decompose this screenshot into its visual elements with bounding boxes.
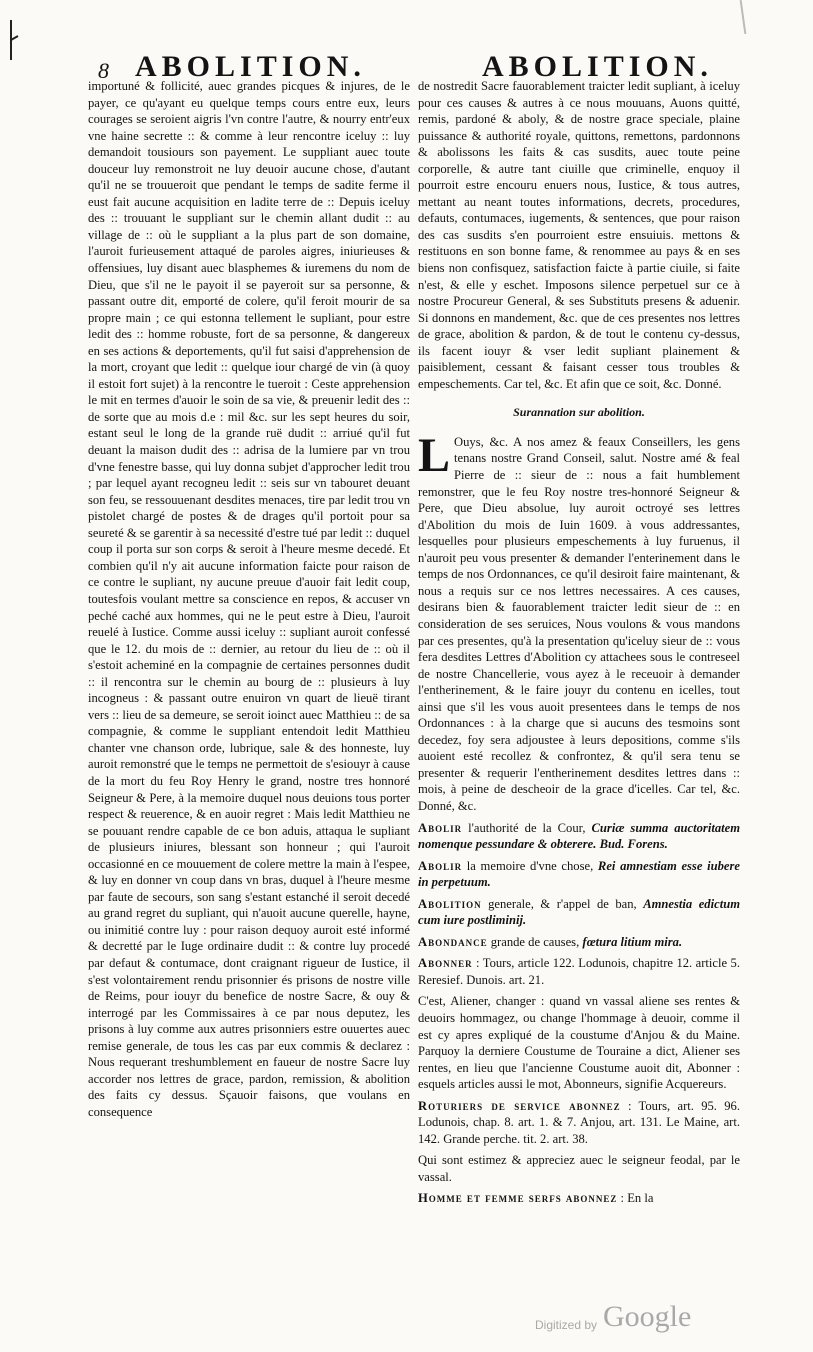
entry-latin-gloss: Curiæ summa auctoritatem nomenque pessundare & obterere. Bud. Forens. [418,820,740,852]
dictionary-entry [418,1098,740,1148]
entry-body: generale, & r'appel de ban, [481,896,644,911]
entry-headword: Abonner [418,956,473,971]
dictionary-entry [418,993,740,1092]
entry-body: Qui sont estimez & appreciez auec le seigneur feodal, par le vassal. [418,1153,740,1184]
entry-body: C'est, Aliener, changer : quand vn vassal aliene ses rentes & deuoirs hommagez, ou change l'hommage à deuoir, comme il est cy apres expliqué de la coustume d'Anjou & du Maine. Parquoy la derniere Coustume de Touraine a dict, Aliener ses rentes, en lieu que l'ancienne Coustume auoit dit, Abonner : esquels articles aussi le mot, Abonneurs, signifie Acquereurs. [418,994,740,1092]
section-subheading: Surannation sur abolition. [513,405,645,420]
dictionary-entry [418,1152,740,1185]
entry-body: grande de causes, [487,934,583,949]
entry-headword: Homme et femme serfs abonnez [418,1191,618,1206]
entry-latin-gloss: Rei amnestiam esse iubere in perpetuum. [418,858,740,890]
right-column [418,78,740,1207]
left-column-text: importuné & follicité, auec grandes picques & injures, de le payer, ce qu'ayant eu quelque temps cours entre eux, leurs courages se seroient aigris l'vn contre l'autre, & nourry entr'eux vne haine secrette :: & comme à leur rencontre iceluy :: luy demandoit tousiours son payement. Le suppliant auec toute douceur luy remonstroit ne luy deuoir aucune chose, d'autant qu'il ne se trouueroit que pendant le temps de sadite ferme il eust fait aucune acquisition en ladite terre de :: Depuis iceluy des :: trouuant le suppliant sur le chemin allant dudit :: au village de :: où le suppliant a la plus part de son domaine, l'auroit furieusement attaqué de paroles aigres, iniurieuses & offensiues, luy disant auec blasphemes & iuremens du nom de Dieu, que s'il ne le payoit il se payeroit sur sa personne, & passant outre dit, emporté de colere, qu'il feroit mourir de sa propre main ; ce qui estonna tellement le supliant, pour estre ledit des :: homme robuste, fort de sa personne, & dangereux en ses actions & deportements, qu'il fut saisi d'apprehension de la mort, croyant que ledit :: quelque iour chargé de vin (à quoy il estoit fort sujet) à la rencontre le tueroit : Ceste apprehension le mit en termes d'auoir le soin de sa vie, & preuenir ledit des :: de sorte que au mois d.e : mil &c. sur les sept heures du soir, estant seul le long de la grande ruë dudit :: arriué qu'il fut deuant la maison dudit des :: adrisa de la lumiere par vn trou d'vne fenestre basse, qui luy donna subjet d'approcher ledit trou ; par lequel ayant recogneu ledit :: seis sur vn tabouret deuant son feu, se ressouuenant desdites menaces, tire par ledit trou vn pistolet chargé de postes & de drages qu'il portoit pour sa seureté & se garentir à sa necessité d'estre tué par ledit :: duquel coup il porta sur son corps & seroit à l'heure mesme decedé. Et combien qu'il n'y ait aucune information faicte pour raison de ce contre le supliant, ny aucune preuue d'auoir fait ledit coup, toutesfois voulant mettre sa conscience en repos, & accuser vn peché caché aux hommes, qui ne le peut estre à Dieu, l'auroit reuelé à Iustice. Comme aussi iceluy :: supliant auroit confessé que le 12. du mois de :: dernier, au retour du lieu de :: où il s'estoit acheminé en la compagnie de certaines personnes dudit :: il rencontra sur le chemin au bourg de :: plusieurs à luy incogneus : & passant outre enuiron vn quart de lieuë tirant vers :: lieu de sa demeure, se seroit ioinct auec Matthieu :: de sa compagnie, & comme le suppliant entendoit ledit Matthieu chanter vne chanson orde, lubrique, sale & des honneste, luy auroit remonstré que le temps ne permettoit de s'esiouyr à cause de la mort du feu Roy Henry le grand, nostre tres honnoré Seigneur & Pere, à la memoire duquel nous deuions tous porter respect & reuerence, & en auoir regret : Mais ledit Matthieu ne se pouuant rendre capable de ce bon aduis, attaqua le supliant de plusieurs iniures, blessant son honneur ; qui l'auroit occasionné en ce mouuement de colere mettre la main à l'espee, & luy en donner vn coup dans vn bras, duquel à l'heure mesme par faute de secours, son sang s'estant estanché il seroit decedé au grand regret du supliant, qui n'auoit aucune querelle, hayne, ou inimitié contre luy : pour raison dequoy auroit esté informé & decretté par le Iuge ordinaire dudit :: & contre luy procedé par defaut & contumace, dont craignant rigueur de Iustice, il s'est volontairement rendu prisonnier és prisons de nostre ville de Reims, pour iouyr du benefice de nostre Sacre, & ouy & interrogé par les Commissaires à ce par nous deputez, les prisons à luy comme aux autres prisonniers estre ouuertes auec remise generale, de tous les cas par eux commis & declarez : Nous requerant treshumblement en faueur de nostre Sacre luy accorder nos lettres de grace, pardon, remission, & abolition des faits cy dessus. Sçauoir faisons, que voulans en consequence [88,79,410,1119]
entry-headword: Roturiers de service abonnez [418,1098,621,1113]
right-column-para-1: de nostredit Sacre fauorablement traicter ledit supliant, à iceluy pour ces causes & autres à ce nous mouuans, Auons quitté, remis, pardoné & aboly, & de nostre grace speciale, plaine puissance & authorité royale, quittons, remettons, pardonnons & abolissons les faits & cas susdits, auec toute peine corporelle, & autre tant ciuille que criminelle, enquoy il pourroit estre encouru enuers nous, Iustice, & tous autres, mettant au neant toutes informations, decrets, procedures, defauts, contumaces, iugements, & sentences, que pour raison des cas susdits s'en pourroient estre ensuiuis. mettons & restituons en son bonne fame, & renommee au pays & en ses biens non confisquez, satisfaction faicte à partie ciuile, si faite n'est, & elle y eschet. Imposons silence perpetuel sur ce à nostre Procureur General, & ses Substituts presens & aduenir. Si donnons en mandement, &c. que de ces presentes nos lettres de grace, abolition & pardon, & de tout le contenu cy-dessus, ils facent iouyr & vser ledit supliant plainement & paisiblement, cessant & faisant cesser tous troubles & empeschements. Car tel, &c. Et afin que ce soit, &c. Donné. [418,79,740,391]
page-number: 8 [98,58,109,83]
entry-body: : En la [617,1191,654,1206]
dictionary-entry [418,955,740,988]
entry-headword: Abolition [418,896,482,911]
entry-latin-gloss: Amnestia edictum cum iure postliminij. [418,896,740,928]
running-head-left: ABOLITION. [135,50,366,83]
dictionary-entry [418,820,740,853]
dictionary-entry [418,858,740,891]
entry-headword: Abolir [418,858,463,873]
watermark-small-text: Digitized by [535,1318,598,1332]
para-2-text: Ouys, &c. A nos amez & feaux Conseillers, les gens tenans nostre Grand Conseil, salut. Nostre amé & feal Pierre de :: sieur de :: nous a fait humblement remonstrer, que le feu Roy nostre tres-honnoré Seigneur & Pere, que Dieu absolue, luy auroit octroyé ses lettres d'Abolition du mois de Iuin 1609. à vous addressantes, lesquelles pour plusieurs empeschements à luy furuenus, il n'auroit peu vous presenter & demander l'enterinement dans le temps de nos Ordonnances, ce qu'il desiroit faire maintenant, & nous a requis sur ce nos lettres necessaires. A ces causes, desirans bien & fauorablement traicter ledit sieur de :: en consideration de ses seruices, Nous voulons & vous mandons par ces presentes, qu'à la presentation qu'iceluy sieur de :: vous fera desdites Lettres d'Abolition cy attachees sous le contreseel de nostre Chancellerie, vous ayez à le receuoir à demander l'entherinement, & le faire jouyr du contenu en icelles, tout ainsi que s'il les vous auoit presentees dans le temps de nos Ordonnances : à la charge que si aucuns des tesmoins sont decedez, foy sera adjoustee à leurs depositions, comme s'ils auoient esté recollez & confrontez, & qu'il sera tenu se presenter & requerir l'entherinement desdites lettres dans :: mois, à peine de descheoir de la grace d'icelles. Car tel, &c. Donné, &c. [418,434,740,813]
entry-body: l'authorité de la Cour, [462,820,592,835]
entry-headword: Abondance [418,934,488,949]
right-column-para-2 [418,428,740,815]
entry-headword: Abolir [418,820,463,835]
entry-body: la memoire d'vne chose, [462,858,598,873]
digitized-by-google-watermark [535,1300,705,1340]
dictionary-entry [418,1190,740,1207]
running-head-right: ABOLITION. [482,50,713,83]
entry-body: : Tours, art. 95. 96. Lodunois, chap. 8. art. 1. & 7. Anjou, art. 131. Le Maine, art. 142. Grande perche. tit. 2. art. 38. [418,1098,740,1146]
watermark-google-logo: Google [603,1300,692,1333]
scan-edge-line [740,0,747,34]
scan-edge-mark [7,20,19,60]
dictionary-entry [418,934,740,951]
entry-latin-gloss: fœtura litium mira. [582,934,683,949]
entry-body: : Tours, article 122. Lodunois, chapitre 12. article 5. Reresief. Dunois. art. 21. [418,956,740,987]
left-column [88,78,410,1120]
dictionary-entry [418,896,740,929]
drop-cap: L [418,428,451,482]
dictionary-entries [418,820,740,1207]
